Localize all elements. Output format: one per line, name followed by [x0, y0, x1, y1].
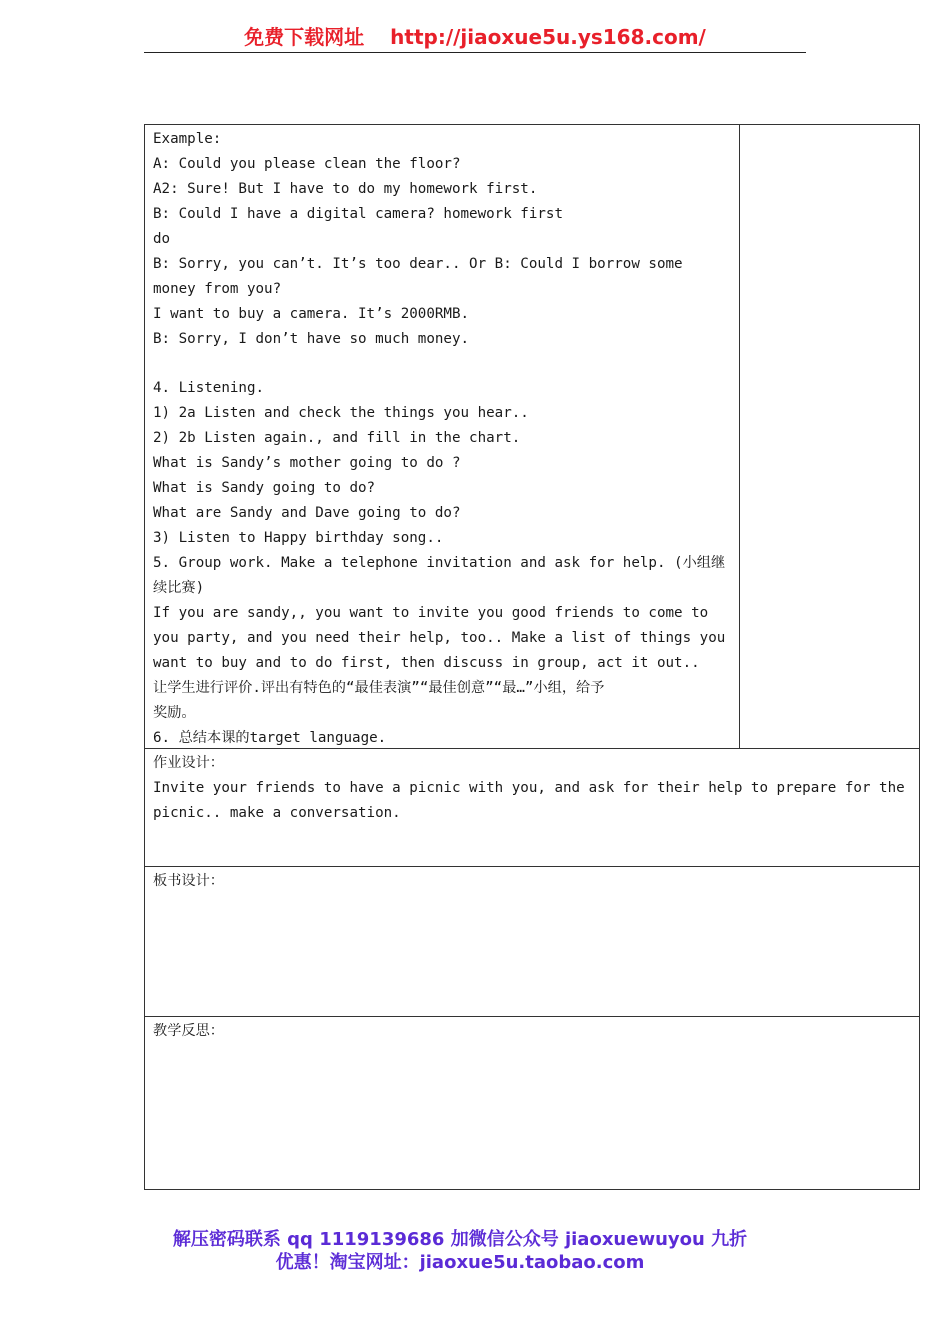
- footer-line-2: 优惠！淘宝网址：jiaoxue5u.taobao.com: [275, 1252, 645, 1273]
- procedure-row: [145, 125, 919, 749]
- procedure-line: 2) 2b Listen again., and fill in the chart.: [153, 430, 521, 447]
- procedure-line: 奖励。: [153, 704, 196, 721]
- page-footer: [0, 1228, 920, 1274]
- procedure-line: What is Sandy’s mother going to do ?: [153, 455, 461, 472]
- page-header: [144, 22, 806, 53]
- procedure-line: [153, 351, 731, 376]
- procedure-line: 3) Listen to Happy birthday song..: [153, 530, 444, 546]
- procedure-line: B: Sorry, I don’t have so much money.: [153, 330, 470, 347]
- header-url[interactable]: http://jiaoxue5u.ys168.com/: [390, 25, 706, 49]
- reflection-title: 教学反思：: [153, 1023, 224, 1039]
- procedure-line: do: [153, 230, 171, 247]
- procedure-line: 5. Group work. Make a telephone invitation and ask for help. (小组继: [153, 554, 726, 571]
- procedure-line: 1) 2a Listen and check the things you hear..: [153, 405, 529, 422]
- procedure-line: B: Could I have a digital camera? homework first: [153, 205, 563, 222]
- board-design-title: 板书设计：: [153, 873, 224, 889]
- header-label: 免费下载网址: [244, 25, 365, 49]
- homework-line-2: picnic.. make a conversation.: [153, 804, 401, 821]
- board-design-row: [145, 867, 919, 1017]
- footer-line-1: 解压密码联系 qq 1119139686 加微信公众号 jiaoxuewuyou 九折: [172, 1229, 748, 1250]
- procedure-cell: [145, 125, 740, 748]
- procedure-line: want to buy and to do first, then discuss in group, act it out..: [153, 654, 700, 671]
- procedure-line: What are Sandy and Dave going to do?: [153, 505, 461, 522]
- procedure-line: 续比赛): [153, 579, 205, 596]
- homework-row: [145, 749, 919, 867]
- procedure-line: A: Could you please clean the floor?: [153, 155, 461, 172]
- procedure-line: 4. Listening.: [153, 380, 265, 397]
- procedure-line: 让学生进行评价.评出有特色的“最佳表演”“最佳创意”“最…”小组，给予: [153, 679, 605, 696]
- procedure-line: I want to buy a camera. It’s 2000RMB.: [153, 305, 470, 322]
- procedure-line: you party, and you need their help, too.. Make a list of things you: [153, 629, 726, 646]
- procedure-line: A2: Sure! But I have to do my homework first.: [153, 180, 538, 197]
- procedure-line: What is Sandy going to do?: [153, 480, 376, 497]
- procedure-text: [145, 125, 739, 750]
- procedure-line: If you are sandy,, you want to invite you good friends to come to: [153, 604, 709, 621]
- reflection-row: [145, 1017, 919, 1189]
- procedure-line: money from you?: [153, 280, 282, 297]
- notes-cell: [740, 125, 919, 748]
- procedure-line: B: Sorry, you can’t. It’s too dear.. Or B: Could I borrow some: [153, 255, 683, 272]
- lesson-table: [144, 124, 920, 1190]
- homework-line-1: Invite your friends to have a picnic with you, and ask for their help to prepare for the: [153, 779, 905, 796]
- procedure-line: Example:: [153, 131, 222, 147]
- procedure-line: 6. 总结本课的target language.: [153, 729, 387, 746]
- homework-title: 作业设计：: [153, 755, 224, 771]
